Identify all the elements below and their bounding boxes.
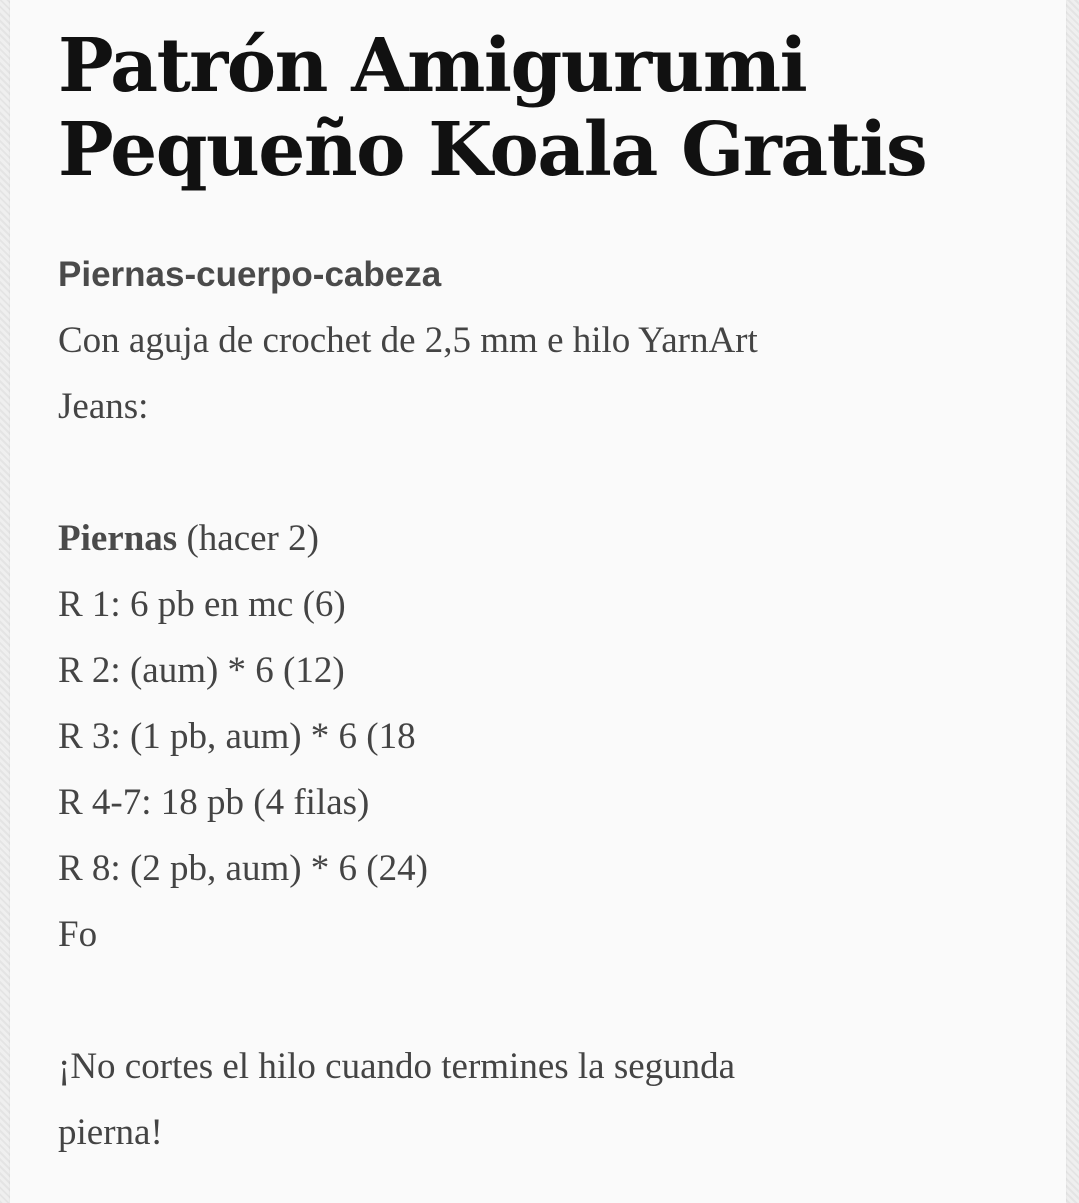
legs-heading-line: [58, 506, 1038, 572]
title-line-2: Pequeño Koala Gratis: [58, 107, 927, 193]
legs-heading-note: (hacer 2): [177, 518, 319, 559]
article-card: [10, 0, 1066, 1203]
note-line-1: ¡No cortes el hilo cuando termines la segunda: [58, 1046, 736, 1087]
title-line-1: Patrón Amigurumi: [58, 23, 807, 109]
pattern-row: Fo: [58, 914, 98, 955]
pattern-row: R 1: 6 pb en mc (6): [58, 584, 346, 625]
pattern-row: R 2: (aum) * 6 (12): [58, 650, 345, 691]
pattern-row: R 4-7: 18 pb (4 filas): [58, 782, 370, 823]
article-body: [58, 242, 1038, 1166]
spacer: [58, 440, 1038, 506]
intro-text-line-2: Jeans:: [58, 386, 149, 427]
pattern-row: R 3: (1 pb, aum) * 6 (18: [58, 716, 416, 757]
intro-text-line-1: Con aguja de crochet de 2,5 mm e hilo YarnArt: [58, 320, 758, 361]
pattern-row: R 8: (2 pb, aum) * 6 (24): [58, 848, 428, 889]
legs-heading: Piernas: [58, 518, 178, 559]
page-title: [58, 24, 1038, 192]
section-heading: Piernas-cuerpo-cabeza: [58, 255, 442, 294]
note-line-2: pierna!: [58, 1112, 163, 1153]
spacer: [58, 968, 1038, 1034]
